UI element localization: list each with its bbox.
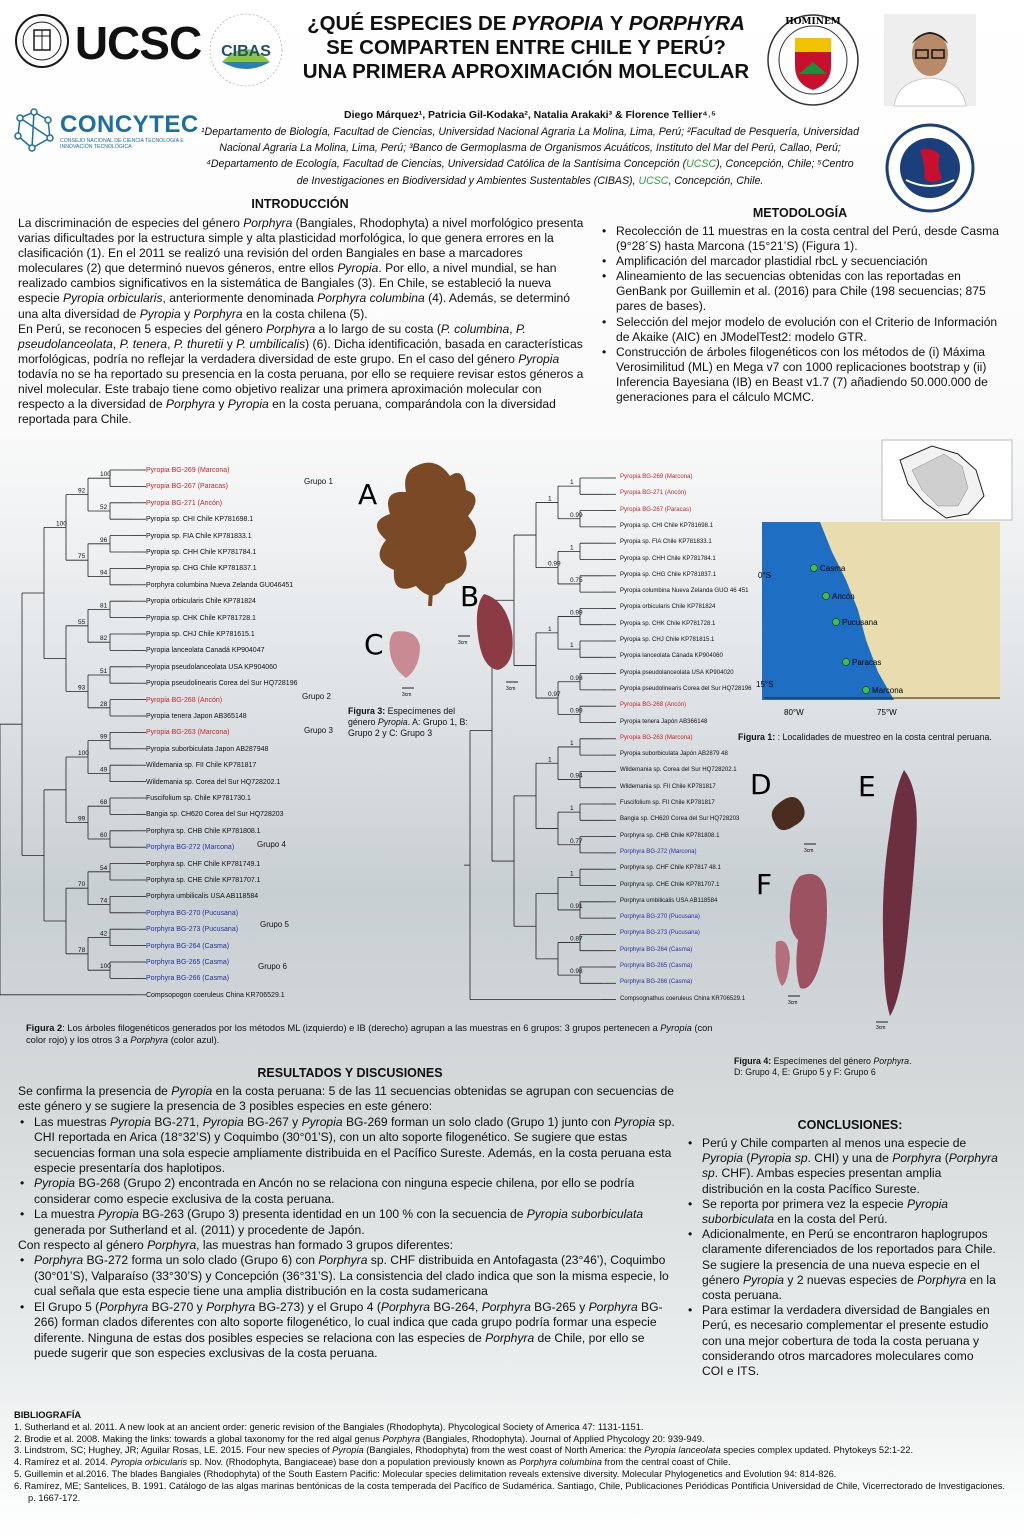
tree-taxon-label: Porphyra BG-270 (Pucusana) <box>620 913 700 921</box>
ucsc-logo: UCSC <box>74 17 202 69</box>
group-label-6: Grupo 6 <box>258 962 287 971</box>
university-seal-icon <box>14 10 70 72</box>
intro-text: La discriminación de especies del género Porphyra (Bangiales, Rhodophyta) a nivel morfológico presenta varias dificultades por la estructura simple y alta plasticidad morfológica, lo que genera errores en la clasificación (1). En el 2011 se realizó una revisión del orden Bangiales en base a marcadores moleculares (2) que determinó nuevos géneros, entre ellos Pyropia. Por ello, a nivel mundial, se han realizado cambios significativos en la sistemática de Bangiales (3). En Chile, se estableció la nueva especie Pyropia orbicularis, anteriormente denominada Porphyra columbina (4). Además, se determinó una alta diversidad de Pyropia y Porphyra en la costa chilena (5). En Perú, se reconocen 5 especies del género Porphyra a lo largo de su costa (P. columbina, P. pseudolanceolata, P. tenera, P. thuretii y P. umbilicalis) (6). Dicha identificación, basada en características morfológicas, podría no reflejar la verdadera diversidad de este grupo. En el caso del género Pyropia todavía no se ha reportado su presencia en la costa peruana, por ello se requiere revisar estos géneros a nivel molecular. Este trabajo tiene como objetivo realizar una primera aproximación molecular con respecto a la diversidad de Porphyra y Pyropia en la costa peruana, comparándola con la diversidad reportada para Chile. <box>18 216 584 427</box>
group-label-5: Grupo 5 <box>260 920 289 929</box>
tree-taxon-label: Pyropia suborbiculata Japon AB287948 <box>146 743 269 753</box>
tree-taxon-label: Wildemania sp. Corea del Sur HQ728202.1 <box>620 766 737 774</box>
tree-support-value: 28 <box>100 700 108 708</box>
reference-item: 2. Brodie et al. 2008. Making the links: towards a global taxonomy for the red algal genus Porphyra (Bangiales, Rhodophyta). Journal of Applied Phycology 20: 939-949. <box>14 1433 705 1444</box>
figure4-scale-e: 3cm <box>876 1025 886 1031</box>
tree-taxon-label: Porphyra umbilicalis USA AB118584 <box>620 896 718 904</box>
results-item: • Pyropia BG-268 (Grupo 2) encontrada en Ancón no se relaciona con ninguna especie chilena, por ello se podría considerar como especie exclusiva de la costa peruana. <box>18 1176 678 1207</box>
tree-taxon-label: Pyropia BG-269 (Marcona) <box>146 465 230 474</box>
tree-taxon-label: Porphyra BG-265 (Casma) <box>620 962 693 969</box>
specimen-d <box>772 797 805 830</box>
tree-support-value: 1 <box>570 544 574 552</box>
tree-taxon-label: Pyropia sp. CHK Chile KP781728.1 <box>620 619 716 627</box>
tree-taxon-label: Fuscifolium sp. Chile KP781730.1 <box>146 793 251 802</box>
tree-taxon-label: Porphyra sp. CHF Chile KP781749.1 <box>146 858 261 868</box>
tree-support-value: 70 <box>78 881 86 889</box>
reference-item: 3. Lindstrom, SC; Hughey, JR; Aguilar Rosas, LE. 2015. Four new species of Pyropia (Bangiales, Rhodophyta) from the west coast of North America: the Pyropia lanceolata species complex updated. Phytokeys 52:1-22. <box>14 1445 914 1456</box>
tree-support-value: 75 <box>78 553 86 561</box>
conclusion-item: • Perú y Chile comparten al menos una especie de Pyropia (Pyropia sp. CHI) y una de Porphyra (Porphyra sp. CHF). Ambas especies presentan amplia distribución en la costa Pacífico Sureste. <box>686 1136 998 1197</box>
tree-support-value: 82 <box>100 635 108 643</box>
tree-taxon-label: Wildemania sp. FII Chile KP781817 <box>146 760 257 770</box>
svg-text:Marcona: Marcona <box>872 686 904 695</box>
results-item: • Porphyra BG-272 forma un solo clado (Grupo 6) con Porphyra sp. CHF distribuida en Antofagasta (23°46’), Coquimbo (30°01’S), Valparaíso (33°30’S) y Concepción (36°31’S). La consistencia del clado indica que son la misma especie, lo cual señala que esta especie tiene una amplia distribución en la costa sudamericana <box>18 1253 678 1299</box>
map-lon-75: 75°W <box>877 708 897 717</box>
tree-taxon-label: Pyropia pseudolinearis Corea del Sur HQ728196 <box>620 684 752 692</box>
tree-taxon-label: Pyropia pseudolanceolata USA KP904020 <box>620 668 734 676</box>
tree-taxon-label: Porphyra BG-266 (Casma) <box>620 978 693 986</box>
figure3-letter-b: B <box>460 580 480 613</box>
tree-taxon-label: Pyropia tenera Japon AB365148 <box>146 711 247 720</box>
author-list: Diego Márquez¹, Patricia Gil-Kodaka², Natalia Arakaki³ & Florence Tellier⁴˒⁵ <box>344 109 716 121</box>
tree-taxon-label: Pyropia BG-268 (Ancón) <box>146 694 223 704</box>
specimen-e <box>883 770 917 1016</box>
tree-taxon-label: Pyropia lanceolata Canadá KP904047 <box>146 645 265 655</box>
tree-taxon-label: Pyropia sp. CHK Chile KP781728.1 <box>146 612 256 622</box>
tree-taxon-label: Pyropia sp. CHJ Chile KP781615.1 <box>146 629 255 638</box>
tree-taxon-label: Pyropia orbicularis Chile KP781824 <box>146 596 256 606</box>
tree-taxon-label: Porphyra sp. CHB Chile KP781808.1 <box>146 825 261 835</box>
tree-taxon-label: Pyropia sp. CHJ Chile KP781815.1 <box>620 636 715 643</box>
tree-taxon-label: Pyropia BG-269 (Marcona) <box>620 473 693 480</box>
tree-support-value: 96 <box>100 536 108 544</box>
figure3-scale-c: 3cm <box>402 692 412 698</box>
results-item: • El Grupo 5 (Porphyra BG-270 y Porphyra BG-273) y el Grupo 4 (Porphyra BG-264, Porphyra BG-265 y Porphyra BG-266) forman clados diferentes con alto soporte filogenético, lo cual indica que cada grupo podría formar una especie diferente. Ninguna de estas dos posibles especies se relaciona con las especies de Porphyra de Chile, por ello se puede sugerir que son especies exclusivas de la costa peruana. <box>18 1300 678 1362</box>
tree-taxon-label: Pyropia sp. CHH Chile KP781784.1 <box>620 554 716 562</box>
intro-heading: INTRODUCCIÓN <box>251 197 349 211</box>
figure2-caption: Figura 2: Los árboles filogenéticos generados por los métodos ML (izquierdo) e IB (derecho) agrupan a las muestras en 6 grupos: 3 grupos pertenecen a Pyropia (con color rojo) y los otros 3 a Porphyra (color azul). <box>26 1023 713 1045</box>
tree-taxon-label: Porphyra sp. CHB Chile KP781808.1 <box>620 831 720 839</box>
tree-taxon-label: Pyropia sp. CHH Chile KP781784.1 <box>146 547 257 556</box>
conclusion-item: • Se reporta por primera vez la especie Pyropia suborbiculata en la costa del Perú. <box>686 1197 998 1227</box>
tree-support-value: 1 <box>548 756 552 764</box>
conclusion-item: • Para estimar la verdadera diversidad de Bangiales en Perú, es necesario complementar el presente estudio con una mejor cobertura de toda la costa peruana y considerando otros marcadores moleculares como COI e ITS. <box>686 1303 998 1379</box>
tree-taxon-label: Porphyra BG-273 (Pucusana) <box>146 924 239 934</box>
tree-support-value: 1 <box>570 805 574 813</box>
specimen-b <box>477 594 513 670</box>
specimen-f <box>790 874 827 989</box>
tree-support-value: 92 <box>78 487 86 495</box>
reference-item: 4. Ramírez et al. 2014. Pyropia orbicularis sp. Nov. (Rhodophyta, Bangiaceae) base don a population previously known as Porphyra columbina from the central coast of Chile. <box>14 1457 731 1468</box>
methods-item: • Recolección de 11 muestras en la costa central del Perú, desde Casma (9°28´S) hasta Marcona (15°21’S) (Figura 1). <box>600 224 1000 254</box>
figure3-letter-c: C <box>364 628 384 661</box>
tree-support-value: 100 <box>100 963 111 971</box>
tree-taxon-label: Porphyra BG-273 (Pucusana) <box>620 929 700 937</box>
figure3-scale-a: 3cm <box>458 640 468 646</box>
results-text: Se confirma la presencia de Pyropia en la costa peruana: 5 de las 11 secuencias obtenidas se agrupan con secuencias de este género y se sugiere la presencia de 3 posibles especies en este género: • Las muestras Pyropia BG-271, Pyropia BG-267 y Pyropia BG-269 forman un solo clado (Grupo 1) junto con Pyropia sp. CHI reportada en Arica (18°32’S) y Coquimbo (30°01’S), con un alto soporte filogenético. Se sugiere que estas secuencias forman una sola especie ampliamente distribuida en el Pacífico Sureste. Además, en la costa peruana esta especie presentaría dos haplotipos. • Pyropia BG-268 (Grupo 2) encontrada en Ancón no se relaciona con ninguna especie chilena, por ello se podría considerar como especie exclusiva de la costa peruana. • La muestra Pyropia BG-263 (Grupo 3) presenta identidad en un 100 % con la secuencia de Pyropia suborbiculata generada por Sutherland et al. (2011) y procedente de Japón. Con respecto al género Porphyra, las muestras han formado 3 grupos diferentes: • Porphyra BG-272 forma un solo clado (Grupo 6) con Porphyra sp. CHF distribuida en Antofagasta (23°46’), Coquimbo (30°01’S), Valparaíso (33°30’S) y Concepción (36°31’S). La consistencia del clado indica que son la misma especie, lo cual señala que esta especie tiene una amplia distribución en la costa sudamericana • El Grupo 5 (Porphyra BG-270 y Porphyra BG-273) y el Grupo 4 (Porphyra BG-264, Porphyra BG-265 y Porphyra BG-266) forman clados diferentes con alto soporte filogenético, lo cual indica que cada grupo podría formar una especie diferente. Ninguna de estas dos posibles especies se relaciona con las especies de Porphyra de Chile, por ello se puede sugerir que son especies exclusivas de la costa peruana. <box>18 1084 678 1361</box>
tree-support-value: 52 <box>100 504 108 511</box>
tree-taxon-label: Pyropia BG-263 (Marcona) <box>146 727 230 737</box>
reference-item: 1. Sutherland et al. 2011. A new look at an ancient order: generic revision of the Bangiales (Rhodophyta). Phycological Society of America 47: 1131-1151. <box>14 1421 644 1432</box>
tree-support-value: 0.91 <box>570 902 583 910</box>
figure4-specimens <box>744 760 944 1030</box>
tree-taxon-label: Porphyra columbina Nueva Zelanda GU046451 <box>146 579 294 589</box>
tree-taxon-label: Compsognathus coeruleus China KR706529.1 <box>620 994 746 1002</box>
figure3-scale-b: 3cm <box>506 686 516 692</box>
tree-taxon-label: Pyropia sp. CHG Chile KP781837.1 <box>620 570 717 578</box>
group-label-2: Grupo 2 <box>302 692 331 701</box>
tree-taxon-label: Pyropia pseudolanceolata USA KP904060 <box>146 661 277 671</box>
tree-taxon-label: Compsopogon coeruleus China KR706529.1 <box>146 989 285 999</box>
tree-taxon-label: Porphyra umbilicalis USA AB118584 <box>146 891 259 901</box>
tree-taxon-label: Porphyra BG-264 (Casma) <box>620 945 693 953</box>
tree-taxon-label: Bangia sp. CH620 Corea del Sur HQ728203 <box>620 815 740 823</box>
tree-support-value: 0.99 <box>570 511 583 519</box>
concytec-logo <box>60 112 200 151</box>
figure4-letter-e: E <box>858 770 876 803</box>
tree-taxon-label: Pyropia BG-267 (Paracas) <box>146 481 228 491</box>
results-item: • La muestra Pyropia BG-263 (Grupo 3) presenta identidad en un 100 % con la secuencia de Pyropia suborbiculata generada por Sutherland et al. (2011) y procedente de Japón. <box>18 1207 678 1238</box>
tree-taxon-label: Porphyra sp. CHE Chile KP781707.1 <box>620 880 720 888</box>
reference-item: 5. Guillemin et al.2016. The blades Bangiales (Rhodophyta) of the South Eastern Pacific: Molecular species delimitation reveals extensive diversity. Molecular Phylogenetics and Evolution 94: 814-826. <box>14 1468 837 1479</box>
svg-text:Ancón: Ancón <box>832 592 855 601</box>
tree-taxon-label: Porphyra BG-272 (Marcona) <box>620 847 697 855</box>
tree-taxon-label: Pyropia sp. CHI Chile KP781698.1 <box>620 521 714 529</box>
conclusions-heading: CONCLUSIONES: <box>797 1118 903 1132</box>
methods-list <box>600 224 1000 405</box>
methods-item: • Amplificación del marcador plastidial rbcL y secuenciación <box>600 254 1000 269</box>
ml-tree <box>10 458 350 1018</box>
tree-support-value: 55 <box>78 618 86 626</box>
tree-support-value: 99 <box>100 733 108 741</box>
tree-taxon-label: Porphyra BG-266 (Casma) <box>146 973 230 983</box>
results-heading: RESULTADOS Y DISCUSIONES <box>257 1066 443 1080</box>
tree-taxon-label: Pyropia BG-271 (Ancón) <box>146 497 223 507</box>
tree-taxon-label: Wildemania sp. FII Chile KP781817 <box>620 782 716 790</box>
methods-item: • Selección del mejor modelo de evolución con el Criterio de Información de Akaike (AIC) en JModelTest2: modelo GTR. <box>600 315 1000 345</box>
tree-support-value: 1 <box>570 870 574 878</box>
tree-support-value: 1 <box>548 625 552 633</box>
imarpe-logo <box>884 122 976 214</box>
tree-support-value: 0.99 <box>548 560 561 568</box>
tree-support-value: 0.97 <box>548 691 561 699</box>
specimen-a <box>377 463 476 596</box>
figure4-scale-d: 3cm <box>804 848 814 854</box>
map-lat-15: 15°S <box>756 680 774 689</box>
map-lon-80: 80°W <box>784 708 804 717</box>
tree-support-value: 1 <box>570 642 574 650</box>
figure3-specimens <box>346 456 536 716</box>
tree-support-value: 0.77 <box>570 837 583 845</box>
tree-support-value: 78 <box>78 946 86 954</box>
tree-support-value: 0.99 <box>570 707 583 715</box>
agraria-motto-top: HOMINEM <box>785 17 841 27</box>
tree-taxon-label: Bangia sp. CH620 Corea del Sur HQ728203 <box>146 809 284 819</box>
tree-support-value: 100 <box>56 520 67 528</box>
results-item: • Las muestras Pyropia BG-271, Pyropia BG-267 y Pyropia BG-269 forman un solo clado (Grupo 1) junto con Pyropia sp. CHI reportada en Arica (18°32’S) y Coquimbo (30°01’S), con un alto soporte filogenético. Se sugiere que estas secuencias forman una sola especie ampliamente distribuida en el Pacífico Sureste. Además, en la costa peruana esta especie presentaría dos haplotipos. <box>18 1115 678 1177</box>
svg-text:Casma: Casma <box>820 564 846 573</box>
methods-heading: METODOLOGÍA <box>752 206 848 220</box>
tree-support-value: 1 <box>548 495 552 503</box>
tree-support-value: 54 <box>100 864 108 872</box>
tree-taxon-label: Pyropia suborbiculata Japón AB2879 48 <box>620 750 728 758</box>
tree-support-value: 68 <box>100 799 108 807</box>
tree-support-value: 81 <box>100 602 108 610</box>
tree-taxon-label: Pyropia pseudolinearis Corea del Sur HQ728196 <box>146 678 298 688</box>
tree-support-value: 0.75 <box>570 576 583 584</box>
tree-support-value: 1 <box>570 739 574 747</box>
author-photo <box>884 14 976 106</box>
tree-taxon-label: Porphyra sp. CHE Chile KP781707.1 <box>146 875 261 884</box>
tree-support-value: 0.94 <box>570 772 583 780</box>
tree-taxon-label: Wildemania sp. Corea del Sur HQ728202.1 <box>146 776 281 786</box>
tree-support-value: 0.98 <box>570 674 583 682</box>
tree-taxon-label: Pyropia sp. FIA Chile KP781833.1 <box>146 530 252 540</box>
tree-support-value: 74 <box>100 897 108 905</box>
tree-taxon-label: Pyropia sp. CHG Chile KP781837.1 <box>146 563 257 573</box>
svg-text:Pucusana: Pucusana <box>842 618 878 627</box>
tree-support-value: 0.98 <box>570 968 583 976</box>
tree-support-value: 1 <box>570 479 574 487</box>
tree-support-value: 60 <box>100 832 108 839</box>
tree-support-value: 0.87 <box>570 935 583 943</box>
tree-taxon-label: Pyropia sp. CHI Chile KP781698.1 <box>146 514 254 524</box>
tree-taxon-label: Pyropia BG-271 (Ancón) <box>620 489 687 497</box>
concytec-name: CONCYTEC <box>60 111 199 138</box>
tree-support-value: 93 <box>78 684 86 692</box>
figure3-letter-a: A <box>358 478 378 511</box>
tree-taxon-label: Porphyra BG-265 (Casma) <box>146 957 230 966</box>
tree-taxon-label: Pyropia BG-263 (Marcona) <box>620 733 693 741</box>
methods-item: • Construcción de árboles filogenéticos con los métodos de (i) Máxima Verosimilitud (ML) en Mega v7 con 1000 replicaciones bootstrap y (ii) Inferencia Bayesiana (IB) en Beast v1.7 (7) añadiendo 50.000.000 de generaciones para el cálculo MCMC. <box>600 345 1000 405</box>
group-label-4: Grupo 4 <box>257 840 286 849</box>
tree-support-value: 100 <box>78 750 89 757</box>
tree-taxon-label: Pyropia tenera Japón AB366148 <box>620 717 708 725</box>
methods-item: • Alineamiento de las secuencias obtenidas con las reportadas en GenBank por Guillemin et al. (2016) para Chile (198 secuencias; 875 pares de bases). <box>600 269 1000 314</box>
figure4-letter-d: D <box>750 768 772 801</box>
reference-item: 6. Ramírez, ME; Santelices, B. 1991. Catálogo de las algas marinas bentónicas de la costa temperada del Pacífico de Sudamérica. Santiago, Chile, Publicaciones Periódicas Pontificia Universidad de Chile, Vicerrectorado de Investigaciones. p. 1667-172. <box>14 1480 1006 1503</box>
tree-taxon-label: Porphyra BG-270 (Pucusana) <box>146 907 239 917</box>
group-label-3: Grupo 3 <box>304 726 333 735</box>
cibas-logo <box>200 6 290 92</box>
concytec-subtitle: CONSEJO NACIONAL DE CIENCIA TECNOLOGÍA E INNOVACIÓN TECNOLÓGICA <box>60 138 184 151</box>
cibas-logo-text: CIBAS <box>221 43 271 60</box>
tree-taxon-label: Pyropia orbicularis Chile KP781824 <box>620 603 716 611</box>
specimen-c <box>390 631 421 678</box>
bibliography <box>14 1410 1014 1504</box>
figure4-scale-f: 3cm <box>788 1000 798 1006</box>
tree-support-value: 100 <box>100 471 111 479</box>
conclusions-list <box>686 1136 998 1379</box>
tree-taxon-label: Pyropia BG-268 (Ancón) <box>620 701 687 709</box>
tree-support-value: 49 <box>100 766 108 774</box>
tree-support-value: 94 <box>100 569 108 577</box>
tree-support-value: 42 <box>100 930 108 938</box>
tree-taxon-label: Pyropia columbina Nueva Zelanda GUO 46 451 <box>620 587 749 595</box>
tree-support-value: 0.99 <box>570 609 583 617</box>
tree-taxon-label: Fuscifolium sp. FII Chile KP781817 <box>620 799 715 806</box>
group-label-1: Grupo 1 <box>304 477 333 486</box>
tree-taxon-label: Pyropia sp. FIA Chile KP781833.1 <box>620 538 712 546</box>
agraria-shield-icon <box>763 12 863 108</box>
tree-taxon-label: Pyropia BG-267 (Paracas) <box>620 505 692 513</box>
tree-support-value: 51 <box>100 668 108 675</box>
figure4-caption: Figura 4: Especímenes del género Porphyra. D: Grupo 4, E: Grupo 5 y F: Grupo 6 <box>734 1056 912 1077</box>
figure4-letter-f: F <box>756 868 773 901</box>
figure3-caption: Figura 3: Especímenes del género Pyropia. A: Grupo 1, B: Grupo 2 y C: Grupo 3 <box>348 706 468 738</box>
poster-title: ¿QUÉ ESPECIES DE PYROPIA Y PORPHYRA SE COMPARTEN ENTRE CHILE Y PERÚ? UNA PRIMERA APROXIMACIÓN MOLECULAR <box>302 12 750 83</box>
tree-taxon-label: Porphyra BG-264 (Casma) <box>146 940 230 950</box>
svg-text:Paracas: Paracas <box>852 658 882 667</box>
tree-taxon-label: Porphyra sp. CHF Chile KP7817 48.1 <box>620 864 721 872</box>
map-lat-0: 0°S <box>758 571 771 580</box>
tree-support-value: 99 <box>78 815 86 823</box>
bibliography-heading: BIBLIOGRAFÍA <box>14 1410 82 1420</box>
conclusion-item: • Adicionalmente, en Perú se encontraron haplogrupos claramente diferenciados de los reportados para Chile. Se sugiere la presencia de una nueva especie en el género Pyropia y 2 nuevas especies de Porphyra en la costa peruana. <box>686 1227 998 1303</box>
concytec-logo-icon <box>12 108 56 154</box>
affiliations: ¹Departamento de Biología, Facultad de Ciencias, Universidad Nacional Agraria La Molina, Lima, Perú; ²Facultad de Pesquería, Universidad Nacional Agraria La Molina, Lima, Perú; ³Banco de Germoplasma de Organismos Acuáticos, Instituto del Mar del Perú, Callao, Perú; ⁴Departamento de Ecología, Facultad de Ciencias, Universidad Católica de la Santísima Concepción (UCSC), Concepción, Chile; ⁵Centro de Investigaciones en Biodiversidad y Ambientes Sustentables (CIBAS), UCSC, Concepción, Chile. <box>201 126 859 187</box>
figure1-caption: Figura 1: : Localidades de muestreo en la costa central peruana. <box>738 732 992 742</box>
tree-taxon-label: Porphyra BG-272 (Marcona) <box>146 842 235 852</box>
figure1-map <box>756 440 1012 722</box>
tree-taxon-label: Pyropia lanceolata Cánada KP904060 <box>620 652 723 660</box>
